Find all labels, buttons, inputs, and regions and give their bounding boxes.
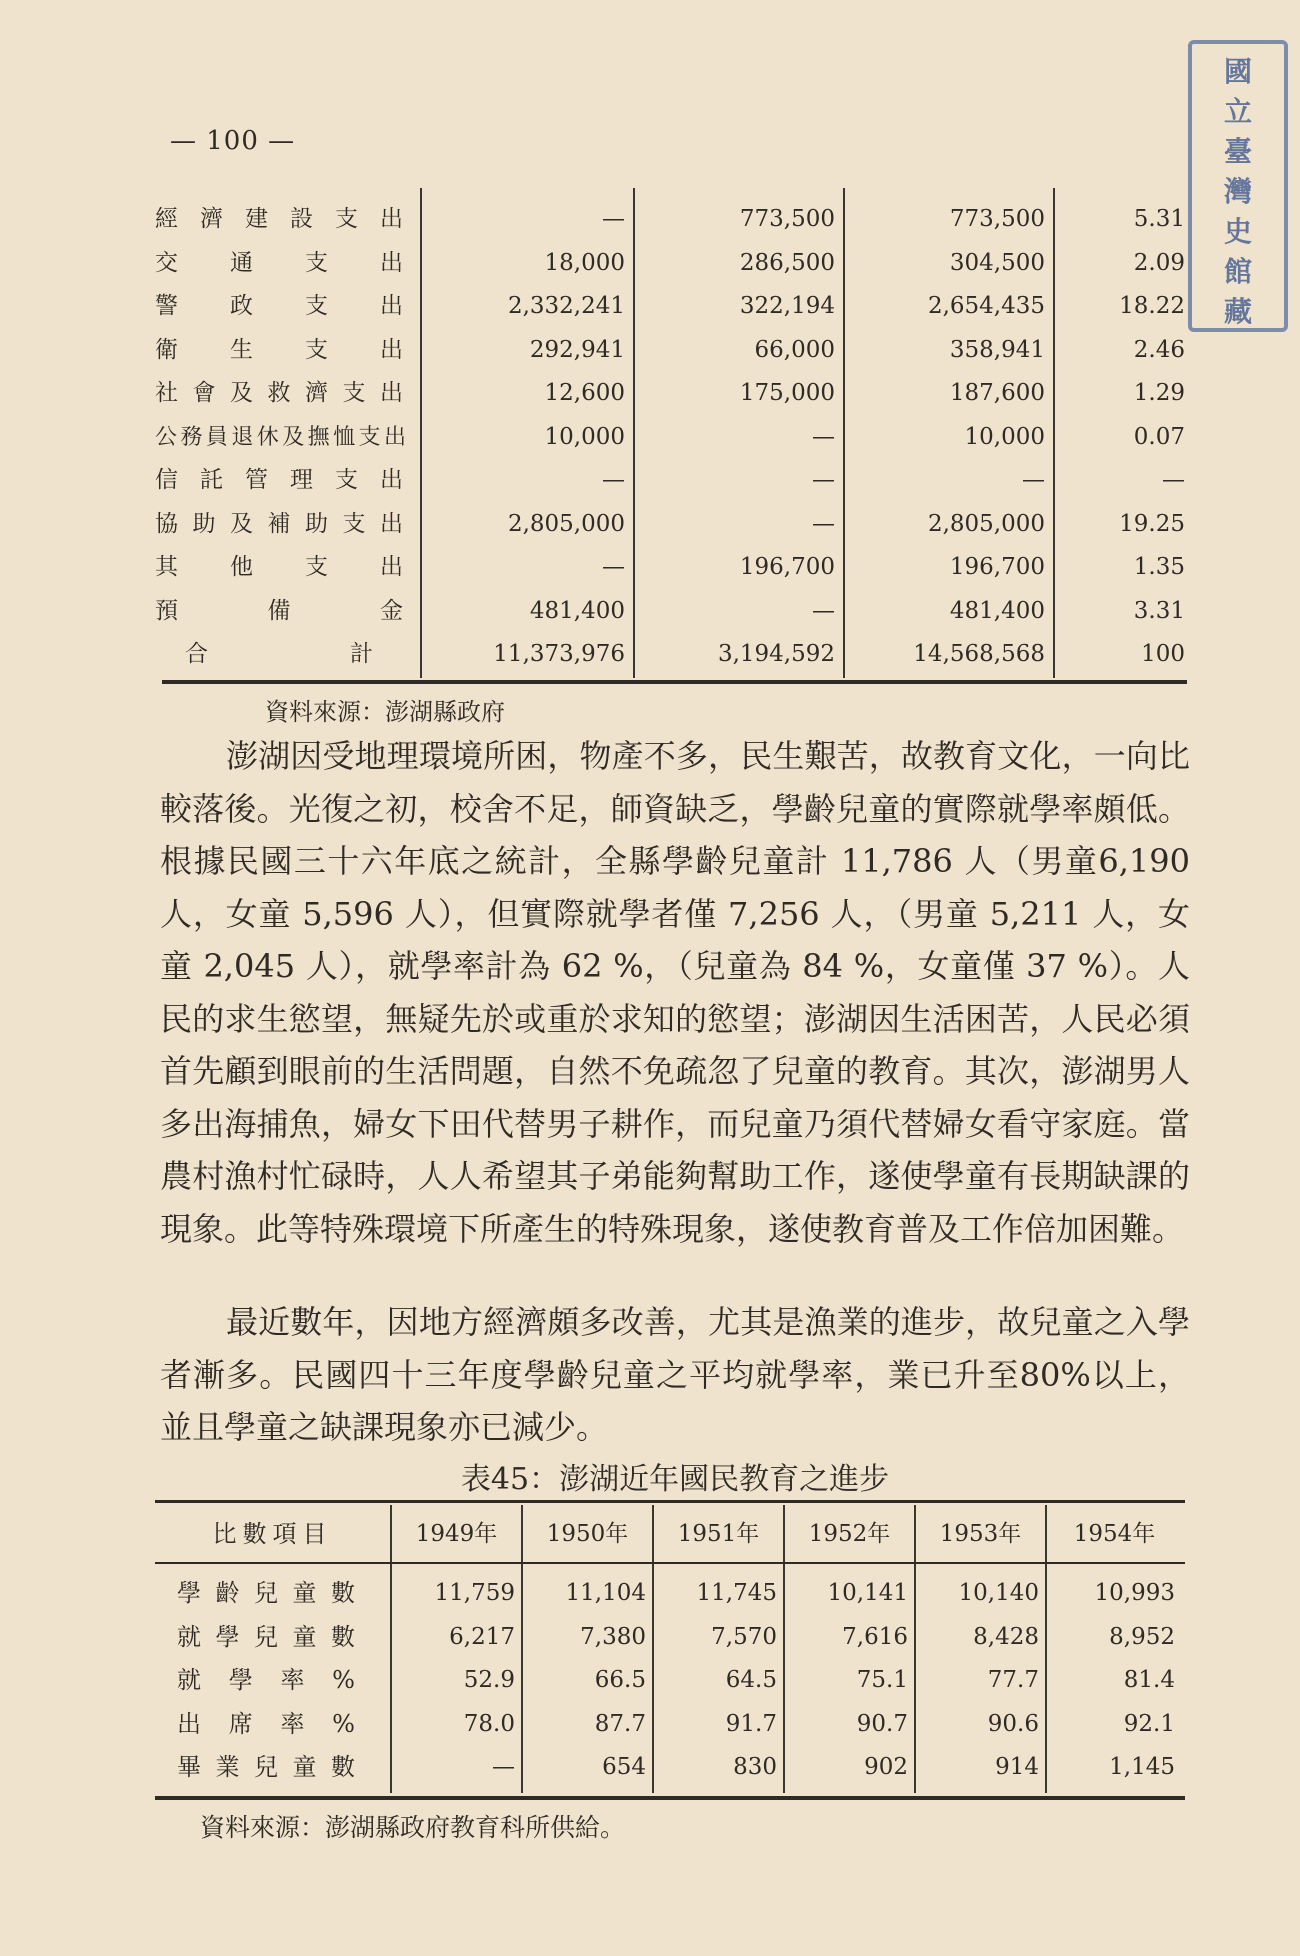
cell-value: 292,941 (529, 336, 625, 363)
cell-value: 0.07 (1133, 423, 1185, 450)
budget-table (155, 198, 1185, 677)
table-rule (155, 1796, 1185, 1800)
header-cell: 1954年 (1073, 1521, 1156, 1547)
row-label: 衛生支出 (155, 336, 405, 363)
cell-value: — (602, 206, 625, 232)
cell-value: 11,759 (434, 1580, 515, 1606)
body-paragraph: 最近數年，因地方經濟頗多改善，尤其是漁業的進步，故兒童之入學者漸多。民國四十三年度學齡兒童之平均就學率，業已升至80%以上，並且學童之缺課現象亦已減少。 (160, 1303, 1190, 1446)
table-row (155, 459, 1185, 503)
table-row (155, 1616, 1185, 1660)
cell-value: 196,700 (949, 554, 1045, 580)
cell-value: 2.46 (1133, 336, 1185, 363)
body-paragraph: 澎湖因受地理環境所困，物產不多，民生艱苦，故教育文化，一向比較落後。光復之初，校舍不足，師資缺乏，學齡兒童的實際就學率頗低。根據民國三十六年底之統計，全縣學齡兒童計 11,786 人（男童6,190人，女童 5,596 人），但實際就學者僅 7,256 人，（男童 5,211 人，女童 2,045 人），就學率計為 62 %，（兒童為 84 %，女童僅 37 %）。人民的求生慾望，無疑先於或重於求知的慾望；澎湖因生活困苦，人民必須首先顧到眼前的生活問題，自然不免疏忽了兒童的教育。其次，澎湖男人多出海捕魚，婦女下田代替男子耕作，而兒童乃須代替婦女看守家庭。當農村漁村忙碌時，人人希望其子弟能夠幫助工作，遂使學童有長期缺課的現象。此等特殊環境下所產生的特殊現象，遂使教育普及工作倍加困難。 (160, 737, 1190, 1248)
cell-value: 10,000 (544, 423, 625, 450)
cell-value: — (602, 554, 625, 580)
row-label: 就學兒童數 (177, 1622, 357, 1651)
cell-value: 481,400 (529, 597, 625, 624)
cell-value: 87.7 (594, 1710, 646, 1737)
table-row (155, 546, 1185, 590)
table-rule (162, 680, 1187, 684)
cell-value: 830 (733, 1754, 777, 1780)
cell-value: 91.7 (725, 1710, 777, 1737)
row-label: 社會及救濟支出 (155, 380, 405, 406)
cell-value: 11,373,976 (493, 641, 625, 667)
budget-source: 資料來源：澎湖縣政府 (265, 698, 505, 726)
cell-value: 90.7 (856, 1710, 908, 1737)
table-row (155, 1659, 1185, 1703)
cell-value: 66,000 (754, 336, 835, 363)
cell-value: — (812, 423, 835, 450)
cell-value: 2,805,000 (507, 510, 625, 537)
stamp-char: 國 (1223, 55, 1252, 88)
stamp-char: 灣 (1223, 175, 1252, 208)
cell-value: 358,941 (949, 336, 1045, 363)
row-label: 合計 (185, 641, 375, 667)
cell-value: 10,140 (958, 1580, 1039, 1606)
cell-value: 14,568,568 (913, 641, 1045, 667)
cell-value: 2,805,000 (927, 510, 1045, 537)
table-row (155, 242, 1185, 286)
cell-value: 187,600 (949, 380, 1045, 406)
stamp-char: 立 (1223, 95, 1252, 128)
stamp-char: 史 (1223, 215, 1252, 248)
cell-value: 7,570 (711, 1623, 777, 1650)
cell-value: 18,000 (544, 249, 625, 276)
cell-value: — (1022, 467, 1045, 493)
row-label: 交通支出 (155, 249, 405, 276)
cell-value: 304,500 (949, 249, 1045, 276)
cell-value: 52.9 (463, 1667, 515, 1693)
cell-value: 10,141 (827, 1580, 908, 1606)
cell-value: 1.29 (1133, 380, 1185, 406)
cell-value: 10,000 (964, 423, 1045, 450)
row-label: 畢業兒童數 (177, 1753, 357, 1781)
cell-value: 11,745 (696, 1580, 777, 1606)
cell-value: 100 (1141, 641, 1185, 667)
page-number: — 100 — (170, 126, 296, 156)
cell-value: 1,145 (1109, 1754, 1175, 1780)
table-row (155, 329, 1185, 373)
row-label: 經濟建設支出 (155, 206, 405, 232)
cell-value: 196,700 (739, 554, 835, 580)
cell-value: 81.4 (1123, 1667, 1175, 1693)
cell-value: 18.22 (1119, 293, 1185, 319)
cell-value: 6,217 (449, 1623, 515, 1650)
cell-value: 5.31 (1133, 206, 1185, 232)
table-row (155, 416, 1185, 460)
row-label: 警政支出 (155, 293, 405, 319)
table-row (155, 503, 1185, 547)
cell-value: 78.0 (463, 1710, 515, 1737)
table-row (155, 285, 1185, 329)
header-cell: 1949年 (415, 1521, 498, 1547)
cell-value: 66.5 (594, 1667, 646, 1693)
row-label: 協助及補助支出 (155, 510, 405, 537)
cell-value: — (812, 467, 835, 493)
cell-value: 12,600 (544, 380, 625, 406)
cell-value: 322,194 (739, 293, 835, 319)
cell-value: 773,500 (949, 206, 1045, 232)
cell-value: 914 (995, 1754, 1039, 1780)
cell-value: 10,993 (1094, 1580, 1175, 1606)
education-source: 資料來源：澎湖縣政府教育科所供給。 (200, 1813, 626, 1842)
cell-value: — (812, 510, 835, 537)
table-caption: 表45：澎湖近年國民教育之進步 (460, 1462, 890, 1497)
header-cell: 1952年 (808, 1521, 891, 1547)
cell-value: 3.31 (1133, 597, 1185, 624)
table-row (155, 1746, 1185, 1790)
cell-value: 92.1 (1123, 1710, 1175, 1737)
row-label: 預備金 (155, 597, 405, 624)
cell-value: 7,616 (842, 1623, 908, 1650)
row-label: 信託管理支出 (155, 467, 405, 493)
table-rule (155, 1562, 1185, 1564)
cell-value: 2.09 (1133, 249, 1185, 276)
header-cell: 1951年 (677, 1521, 760, 1547)
cell-value: 1.35 (1133, 554, 1185, 580)
table-rule (155, 1500, 1185, 1503)
cell-value: 19.25 (1119, 510, 1185, 537)
cell-value: 773,500 (739, 206, 835, 232)
table-row (155, 198, 1185, 242)
cell-value: — (602, 467, 625, 493)
cell-value: 2,654,435 (927, 293, 1045, 319)
stamp-char: 臺 (1223, 135, 1252, 168)
cell-value: 654 (602, 1754, 646, 1780)
cell-value: 2,332,241 (507, 293, 625, 319)
table-row (155, 1703, 1185, 1747)
cell-value: 77.7 (987, 1667, 1039, 1693)
header-cell: 1950年 (546, 1521, 629, 1547)
header-cell: 1953年 (939, 1521, 1022, 1547)
stamp-char: 館 (1223, 255, 1252, 288)
table-row (155, 590, 1185, 634)
table-row (155, 1572, 1185, 1616)
table-row (155, 372, 1185, 416)
table-row-total (155, 633, 1185, 677)
row-label: 公務員退休及撫恤支出 (155, 424, 405, 450)
stamp-char: 藏 (1223, 295, 1252, 328)
header-cell: 比數項目 (212, 1520, 333, 1548)
cell-value: 902 (864, 1754, 908, 1780)
row-label: 其他支出 (155, 554, 405, 580)
cell-value: — (1162, 467, 1185, 493)
cell-value: 11,104 (565, 1580, 646, 1606)
cell-value: 481,400 (949, 597, 1045, 624)
row-label: 出席率% (177, 1709, 357, 1738)
cell-value: 286,500 (739, 249, 835, 276)
cell-value: 90.6 (987, 1710, 1039, 1737)
cell-value: — (812, 597, 835, 624)
library-stamp (1188, 40, 1288, 332)
cell-value: 175,000 (739, 380, 835, 406)
cell-value: 3,194,592 (717, 641, 835, 667)
row-label: 就學率% (177, 1666, 357, 1694)
cell-value: — (492, 1754, 515, 1780)
cell-value: 75.1 (856, 1667, 908, 1693)
cell-value: 64.5 (725, 1667, 777, 1693)
row-label: 學齡兒童數 (177, 1579, 357, 1607)
cell-value: 8,952 (1109, 1623, 1175, 1650)
cell-value: 7,380 (580, 1623, 646, 1650)
cell-value: 8,428 (973, 1623, 1039, 1650)
